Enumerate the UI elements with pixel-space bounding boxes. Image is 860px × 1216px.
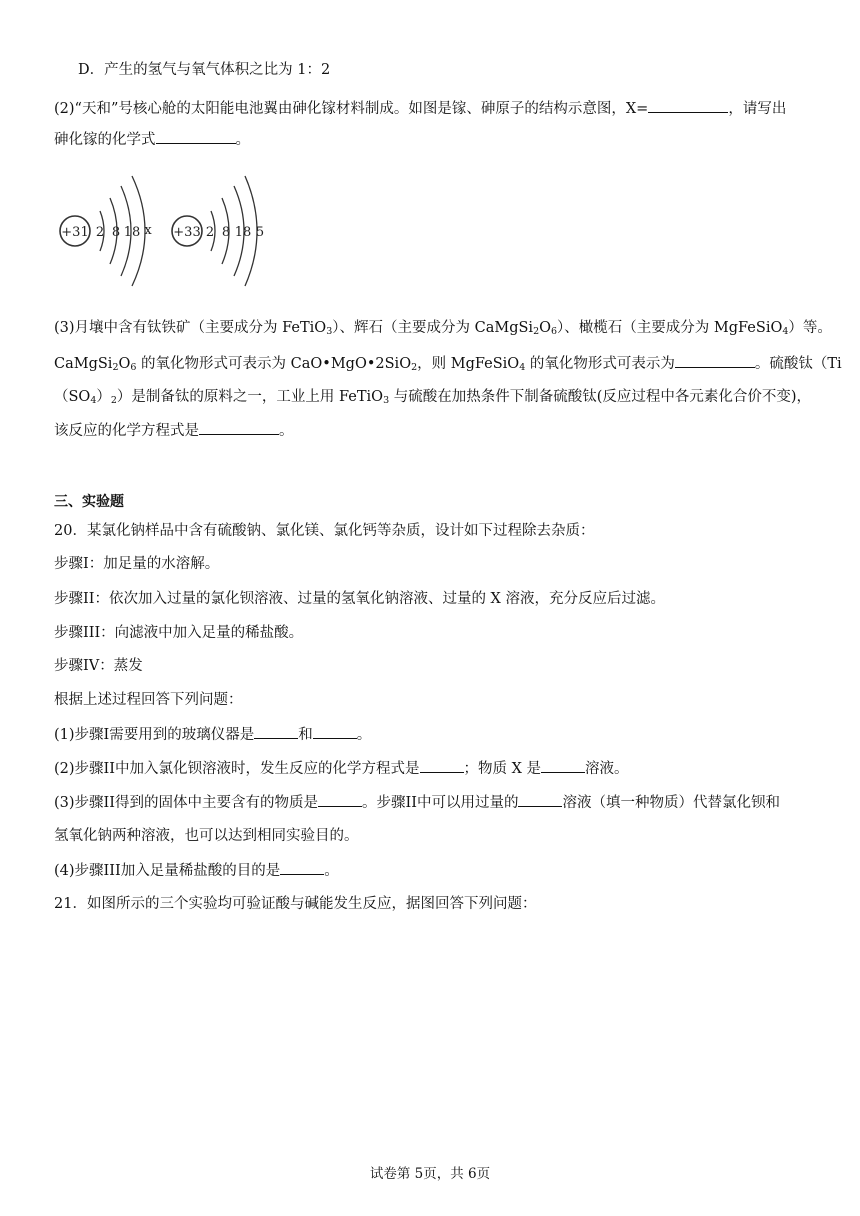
q20-sub1: [54, 724, 814, 745]
subscript: 2: [533, 326, 540, 337]
gallium-nucleus-charge: +31: [61, 225, 89, 240]
text: 与硫酸在加热条件下制备硫酸钛(反应过程中各元素化合价不变)，: [389, 389, 812, 405]
answer-blank[interactable]: [648, 98, 728, 113]
answer-blank[interactable]: [541, 758, 585, 773]
gallium-shell-1-count: 2: [95, 225, 105, 240]
q19-part3-line1: [54, 318, 832, 338]
subscript: 3: [383, 395, 390, 406]
q19-part3-line4: [54, 420, 814, 441]
atom-structure-diagram: [54, 164, 274, 304]
q20-step4: 步骤IV：蒸发: [54, 658, 143, 674]
text: 砷化镓的化学式: [54, 132, 156, 148]
text: (3)月壤中含有钛铁矿（主要成分为 FeTiO: [54, 320, 327, 336]
text: ，则 MgFeSiO: [417, 356, 520, 372]
subscript: 6: [130, 362, 137, 373]
answer-blank[interactable]: [199, 420, 279, 435]
gallium-shell-4-count: x: [144, 223, 152, 238]
section-title: 三、实验题: [54, 494, 124, 510]
q20-sub3-line2: 氢氧化钠两种溶液，也可以达到相同实验目的。: [54, 828, 359, 844]
text: ，请写出: [728, 101, 787, 117]
option-d: D．产生的氢气与氧气体积之比为 1：2: [78, 62, 331, 78]
text: (2)步骤II中加入氯化钡溶液时，发生反应的化学方程式是: [54, 761, 420, 777]
text: 。: [279, 423, 294, 439]
answer-blank[interactable]: [280, 860, 324, 875]
text: 。: [235, 132, 250, 148]
text: 。: [356, 727, 372, 743]
text: ）是制备钛的原料之一，工业上用 FeTiO: [116, 389, 384, 405]
q20-sub2: [54, 758, 814, 779]
q20-step2: 步骤II：依次加入过量的氯化钡溶液、过量的氢氧化钠溶液、过量的 X 溶液，充分反应后过滤。: [54, 591, 665, 607]
text: 的氧化物形式可表示为: [525, 356, 675, 372]
text: 溶液。: [585, 761, 629, 777]
text: O: [539, 320, 551, 336]
q20-sub4: [54, 860, 814, 881]
answer-blank[interactable]: [318, 792, 362, 807]
text: ）、橄榄石（主要成分为 MgFeSiO: [557, 320, 783, 336]
subscript: 2: [112, 362, 119, 373]
arsenic-shell-1-count: 2: [205, 225, 215, 240]
text: (1)步骤I需要用到的玻璃仪器是: [54, 727, 255, 743]
answer-blank[interactable]: [156, 129, 236, 144]
gallium-shell-3-count: 18: [123, 225, 141, 240]
answer-blank[interactable]: [313, 724, 357, 739]
q20-prompt: 根据上述过程回答下列问题：: [54, 692, 243, 708]
arsenic-shell-4-count: 5: [255, 225, 265, 240]
page-footer: 试卷第 5页，共 6页: [369, 1166, 491, 1182]
arsenic-shell-2-count: 8: [221, 225, 231, 240]
answer-blank[interactable]: [518, 792, 562, 807]
text: (3)步骤II得到的固体中主要含有的物质是: [54, 795, 318, 811]
subscript: 2: [411, 362, 418, 373]
text: 该反应的化学方程式是: [54, 423, 199, 439]
text: （SO: [54, 389, 91, 405]
subscript: 4: [782, 326, 789, 337]
answer-blank[interactable]: [675, 353, 755, 368]
answer-blank[interactable]: [420, 758, 464, 773]
q19-part2-line1: [54, 98, 814, 119]
subscript: 4: [90, 395, 97, 406]
text: O: [118, 356, 131, 372]
arsenic-nucleus-charge: +33: [173, 225, 201, 240]
q19-part2-line2: [54, 129, 814, 150]
text: 和: [298, 727, 313, 743]
answer-blank[interactable]: [254, 724, 298, 739]
subscript: 4: [519, 362, 526, 373]
q20-step3: 步骤III：向滤液中加入足量的稀盐酸。: [54, 625, 304, 641]
subscript: 6: [551, 326, 558, 337]
text: CaMgSi: [54, 356, 113, 372]
q19-part3-line3: [54, 387, 814, 407]
text: ）等。: [788, 320, 832, 336]
q21-intro: 21．如图所示的三个实验均可验证酸与碱能发生反应，据图回答下列问题：: [54, 896, 537, 912]
text: (2)“天和”号核心舱的太阳能电池翼由砷化镓材料制成。如图是镓、砷原子的结构示意图，X=: [54, 101, 649, 117]
text: (4)步骤III加入足量稀盐酸的目的是: [54, 863, 281, 879]
subscript: 2: [110, 395, 117, 406]
subscript: 3: [326, 326, 333, 337]
gallium-atom: [60, 176, 152, 286]
text: 。硫酸钛（Ti: [754, 356, 842, 372]
text: 的氧化物形式可表示为 CaO•MgO•2SiO: [136, 356, 412, 372]
arsenic-atom: [172, 176, 264, 286]
q20-step1: 步骤I：加足量的水溶解。: [54, 556, 220, 572]
q20-intro: 20．某氯化钠样品中含有硫酸钠、氯化镁、氯化钙等杂质，设计如下过程除去杂质：: [54, 523, 595, 539]
q20-sub3-line1: [54, 792, 814, 813]
text: ）、辉石（主要成分为 CaMgSi: [332, 320, 534, 336]
q19-part3-line2: [54, 353, 842, 374]
text: ）: [96, 389, 111, 405]
text: 溶液（填一种物质）代替氯化钡和: [562, 795, 780, 811]
text: ；物质 X 是: [463, 761, 542, 777]
gallium-shell-2-count: 8: [111, 225, 121, 240]
text: 。: [324, 863, 339, 879]
text: 。步骤II中可以用过量的: [362, 795, 519, 811]
arsenic-shell-3-count: 18: [234, 225, 252, 240]
